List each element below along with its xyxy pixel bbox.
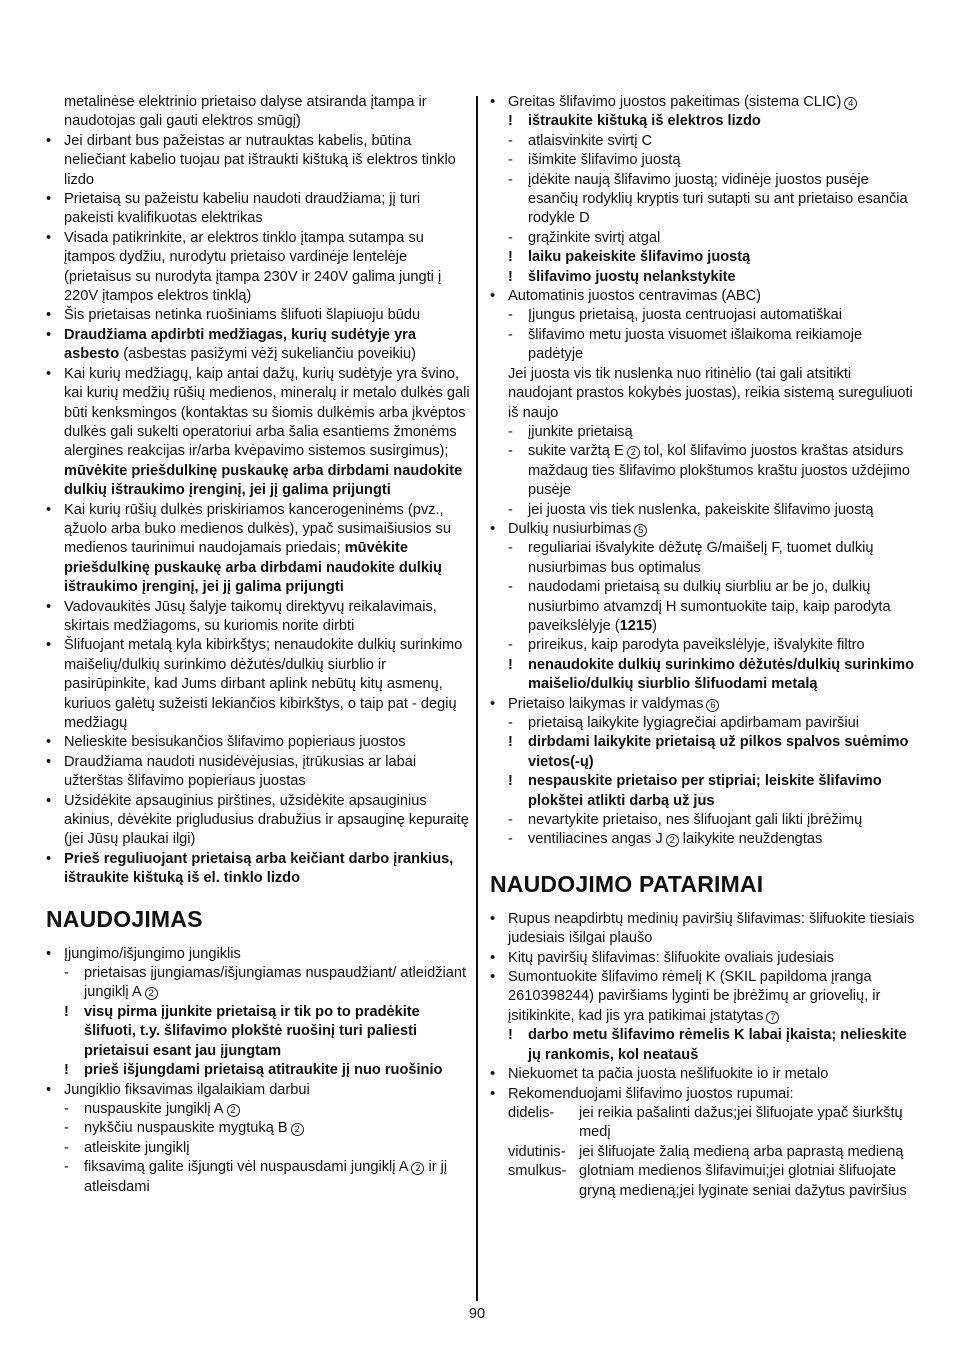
item-text bbox=[528, 112, 915, 131]
dash-marker: - bbox=[508, 637, 513, 654]
list-item bbox=[490, 1065, 915, 1084]
item-text bbox=[508, 365, 915, 423]
bullet-icon: • bbox=[46, 734, 52, 751]
grit-row bbox=[490, 1162, 915, 1201]
item-text bbox=[528, 733, 915, 772]
figure-reference-icon: 7 bbox=[766, 1011, 779, 1024]
list-item bbox=[46, 501, 471, 598]
text-run: laikykite neuždengtas bbox=[678, 831, 823, 848]
dash-marker: - bbox=[508, 831, 513, 848]
sub-list-item bbox=[490, 306, 915, 325]
bullet-icon: • bbox=[46, 307, 52, 324]
sub-list-item bbox=[490, 442, 915, 500]
item-text bbox=[528, 501, 915, 520]
item-text bbox=[528, 229, 915, 248]
dash-marker: - bbox=[508, 423, 513, 440]
text-run: Kai kurių rūšių dulkės priskiriamos kancerogeninėms (pvz., ąžuolo arba buko medienos dulkės), ypač susimaišiusios su medienos taurinimui naudojamais priedais; bbox=[64, 501, 451, 557]
text-run: Vadovaukitės Jūsų šalyje taikomų direktyvų reikalavimais, skirtais medžiagoms, su kuriomis norite dirbti bbox=[64, 598, 437, 634]
dash-marker: - bbox=[508, 132, 513, 149]
text-run: įjunkite prietaisą bbox=[528, 423, 633, 440]
dash-marker: - bbox=[64, 1159, 69, 1176]
bullet-icon: • bbox=[490, 969, 496, 986]
list-item bbox=[46, 792, 471, 850]
text-run: Kai kurių medžiagų, kaip antai dažų, kurių sudėtyje yra švino, kai kurių medžių rūšių medienos, mineralų ir metalo dulkės gali būti kenksmingos (kontaktas su šiomis dulkėmis arba įkvėptos dulkės gali sukelti operatoriui arba šalia esantiems žmonėms alergines reakcijas ir/arba kvėpavimo sistemos susirgimus); bbox=[64, 365, 470, 460]
text-run: Įjungimo/išjungimo jungiklis bbox=[64, 945, 241, 962]
paragraph bbox=[46, 93, 471, 132]
warning-item bbox=[490, 772, 915, 811]
text-run: prieš išjungdami prietaisą atitraukite jį nuo ruošinio bbox=[84, 1062, 443, 1079]
grit-row bbox=[490, 1143, 915, 1162]
list-item bbox=[46, 753, 471, 792]
text-run: tol, kol šlifavimo juostos kraštas atsidurs maždaug ties šlifavimo plokštumos kraštu juostos uždėjimo pusėje bbox=[528, 443, 911, 499]
item-text bbox=[84, 1003, 471, 1061]
sub-list-item bbox=[490, 714, 915, 733]
text-run: sukite varžtą E bbox=[528, 443, 624, 460]
sub-list-item bbox=[490, 171, 915, 229]
item-text bbox=[528, 423, 915, 442]
item-text bbox=[528, 326, 915, 365]
text-run: atlaisvinkite svirtį C bbox=[528, 132, 653, 149]
item-text bbox=[528, 306, 915, 325]
sub-list-item bbox=[490, 132, 915, 151]
figure-reference-icon: 2 bbox=[291, 1123, 304, 1136]
figure-reference-icon: 2 bbox=[666, 834, 679, 847]
list-item bbox=[46, 850, 471, 889]
bullet-icon: • bbox=[46, 501, 52, 518]
text-run: Automatinis juostos centravimas (ABC) bbox=[508, 288, 762, 305]
item-text bbox=[528, 656, 915, 695]
dash-marker: - bbox=[508, 579, 513, 596]
text-run: Kitų paviršių šlifavimas: šlifuokite ovaliais judesiais bbox=[508, 949, 835, 966]
dash-marker: - bbox=[508, 307, 513, 324]
item-text bbox=[528, 132, 915, 151]
text-run: Sumontuokite šlifavimo rėmelį K (SKIL papildoma įranga 2610398244) paviršiams lyginti be įbrėžimų ar griovelių, ir įsitikinkite, kad jis yra patikimai įstatytas bbox=[508, 969, 881, 1024]
item-text bbox=[528, 772, 915, 811]
bullet-icon: • bbox=[46, 792, 52, 809]
item-text bbox=[64, 945, 471, 964]
dash-marker: - bbox=[508, 326, 513, 343]
item-text bbox=[528, 1026, 915, 1065]
dash-marker: - bbox=[64, 1100, 69, 1117]
text-run: Niekuomet ta pačia juosta nešlifuokite io ir metalo bbox=[508, 1066, 829, 1083]
section-heading-usage: NAUDOJIMAS bbox=[46, 905, 203, 932]
list-item bbox=[490, 1085, 915, 1104]
text-run: Draudžiama apdirbti medžiagas, kurių sudėtyje yra asbesto bbox=[64, 326, 416, 363]
text-run: Jei juosta vis tik nuslenka nuo ritinėlio (tai gali atsitikti naudojant prastos kokybės juostas), reikia sistemą sureguliuoti iš naujo bbox=[508, 365, 913, 421]
list-item bbox=[46, 1081, 471, 1100]
item-text bbox=[508, 1085, 915, 1104]
item-text bbox=[64, 93, 471, 132]
bullet-icon: • bbox=[490, 910, 496, 927]
item-text bbox=[64, 190, 471, 229]
figure-reference-icon: 5 bbox=[634, 524, 647, 537]
text-run: Įjungus prietaisą, juosta centruojasi automatiškai bbox=[528, 307, 842, 324]
sub-list-item bbox=[46, 1100, 471, 1119]
text-run: Dulkių nusiurbimas bbox=[508, 520, 632, 537]
grit-term: smulkus- bbox=[508, 1163, 567, 1180]
warning-icon: ! bbox=[508, 1027, 513, 1044]
warning-icon: ! bbox=[508, 268, 513, 285]
bullet-icon: • bbox=[46, 850, 52, 867]
item-text bbox=[64, 326, 471, 365]
sub-list-item bbox=[46, 1158, 471, 1197]
sub-list-item bbox=[490, 830, 915, 849]
bullet-icon: • bbox=[490, 1066, 496, 1083]
item-text bbox=[84, 1139, 471, 1158]
grit-term: vidutinis- bbox=[508, 1143, 566, 1160]
text-run: 1215 bbox=[619, 617, 653, 634]
sub-list-item bbox=[490, 578, 915, 636]
dash-marker: - bbox=[508, 715, 513, 731]
text-run: Rupus neapdirbtų medinių paviršių šlifavimas: šlifuokite tiesiais judesiais išilgai plaušo bbox=[508, 910, 915, 947]
item-text bbox=[528, 248, 915, 267]
item-text bbox=[528, 268, 915, 287]
dash-marker: - bbox=[508, 812, 513, 829]
sub-list-item bbox=[46, 964, 471, 1003]
item-text bbox=[64, 733, 471, 752]
list-item bbox=[46, 598, 471, 637]
sub-list-item bbox=[490, 501, 915, 520]
safety-list bbox=[46, 93, 471, 889]
text-run: nykščiu nuspauskite mygtuką B bbox=[84, 1120, 288, 1137]
item-text bbox=[84, 1119, 471, 1138]
list-item bbox=[490, 520, 915, 539]
item-text bbox=[508, 968, 915, 1026]
text-run: prietaisas įjungiamas/išjungiamas nuspaudžiant/ atleidžiant jungiklį A bbox=[84, 965, 467, 1001]
item-text bbox=[528, 442, 915, 500]
text-run: reguliariai išvalykite dėžutę G/maišelį F, tuomet dulkių nusiurbimas bus optimalus bbox=[528, 540, 874, 576]
list-item bbox=[46, 945, 471, 964]
sub-list-item bbox=[46, 1119, 471, 1138]
text-run: mūvėkite priešdulkinę puskaukę arba dirbdami naudokite dulkių ištraukimo įrenginį, jei jį galima prijungti bbox=[64, 540, 442, 596]
text-run: šlifavimo juostų nelankstykite bbox=[528, 268, 736, 285]
sub-list-item bbox=[490, 326, 915, 365]
item-text bbox=[508, 520, 915, 539]
figure-reference-icon: 2 bbox=[627, 446, 640, 459]
item-text bbox=[84, 1061, 471, 1080]
tips-list bbox=[490, 910, 915, 1104]
item-text bbox=[528, 151, 915, 170]
text-run: (asbestas pasižymi vėžį sukeliančiu poveikiu) bbox=[119, 346, 417, 363]
bullet-icon: • bbox=[490, 288, 496, 305]
figure-reference-icon: 6 bbox=[706, 699, 719, 712]
sub-list-item bbox=[490, 636, 915, 655]
figure-reference-icon: 4 bbox=[844, 97, 857, 110]
text-run: fiksavimą galite išjungti vėl nuspausdami jungiklį A bbox=[84, 1159, 409, 1176]
item-text bbox=[528, 811, 915, 830]
bullet-icon: • bbox=[46, 1081, 52, 1098]
sub-list-item bbox=[490, 539, 915, 578]
text-run: Greitas šlifavimo juostos pakeitimas (sistema CLIC) bbox=[508, 94, 842, 110]
bullet-icon: • bbox=[46, 132, 52, 149]
dash-marker: - bbox=[508, 443, 513, 460]
text-run: Nelieskite besisukančios šlifavimo popieriaus juostos bbox=[64, 734, 406, 751]
bullet-icon: • bbox=[46, 365, 52, 382]
text-run: Jei dirbant bus pažeistas ar nutrauktas kabelis, būtina neliečiant kabelio tuojau pat ištraukti kištuką iš elektros tinklo lizdo bbox=[64, 132, 456, 188]
text-run: nuspauskite jungiklį A bbox=[84, 1100, 224, 1117]
dash-marker: - bbox=[508, 171, 513, 188]
list-item bbox=[46, 132, 471, 190]
warning-icon: ! bbox=[508, 734, 513, 751]
list-item bbox=[46, 636, 471, 733]
usage-list bbox=[46, 945, 471, 1197]
list-item bbox=[490, 93, 915, 112]
dash-marker: - bbox=[64, 1139, 69, 1156]
text-run: atleiskite jungiklį bbox=[84, 1139, 190, 1156]
sub-list-item bbox=[490, 811, 915, 830]
text-run: įdėkite naują šlifavimo juostą; vidinėje juostos pusėje esančių rodyklių kryptis turi sutapti su ant prietaiso esančia rodykle D bbox=[528, 171, 908, 227]
list-item bbox=[490, 910, 915, 949]
text-run: ir jį atleisdami bbox=[84, 1159, 448, 1195]
warning-item bbox=[490, 112, 915, 131]
bullet-icon: • bbox=[490, 949, 496, 966]
item-text bbox=[528, 830, 915, 849]
right-column bbox=[490, 93, 915, 1201]
grit-description: glotniam medienos šlifavimui;jei glotniai šlifuojate gryną medieną;jei lyginate seniai dažytus paviršius bbox=[579, 1163, 907, 1199]
text-run: darbo metu šlifavimo rėmelis K labai įkaista; nelieskite jų rankomis, kol neatauš bbox=[528, 1027, 907, 1063]
item-text bbox=[84, 1158, 471, 1197]
item-text bbox=[528, 714, 915, 733]
grit-description: jei šlifuojate žalią medieną arba paprastą medieną bbox=[579, 1143, 904, 1160]
warning-icon: ! bbox=[508, 773, 513, 790]
grit-table bbox=[490, 1104, 915, 1201]
paragraph bbox=[490, 365, 915, 423]
item-text bbox=[508, 287, 915, 306]
text-run: prietaisą laikykite lygiagrečiai apdirbamam paviršiui bbox=[528, 715, 859, 731]
text-run: Šlifuojant metalą kyla kibirkštys; nenaudokite dulkių surinkimo maišelių/dulkių surinkimo dėžutės/dulkių siurblio ir pasirūpinkite, kad Jums dirbant aplink nebūtų kitų asmenų, kuriuos galėtų sužeisti lekiančios kibirkštys, o taip pat - degių medžiagų bbox=[64, 637, 463, 731]
item-text bbox=[64, 1081, 471, 1100]
grit-term: didelis- bbox=[508, 1104, 555, 1121]
dash-marker: - bbox=[64, 1120, 69, 1137]
item-text bbox=[508, 93, 915, 112]
list-item bbox=[490, 949, 915, 968]
text-run: ventiliacines angas J bbox=[528, 831, 663, 848]
item-text bbox=[64, 598, 471, 637]
bullet-icon: • bbox=[46, 229, 52, 246]
figure-reference-icon: 2 bbox=[145, 987, 158, 1000]
item-text bbox=[84, 1100, 471, 1119]
bullet-icon: • bbox=[46, 326, 52, 343]
item-text bbox=[84, 964, 471, 1003]
item-text bbox=[528, 539, 915, 578]
column-divider bbox=[476, 96, 478, 1301]
text-run: prireikus, kaip parodyta paveikslėlyje, išvalykite filtro bbox=[528, 637, 865, 654]
warning-item bbox=[490, 1026, 915, 1065]
warning-item bbox=[46, 1061, 471, 1080]
bullet-icon: • bbox=[46, 637, 52, 654]
dash-marker: - bbox=[508, 152, 513, 169]
list-item bbox=[490, 695, 915, 714]
grit-row bbox=[490, 1104, 915, 1143]
sub-list-item bbox=[490, 229, 915, 248]
text-run: Draudžiama naudoti nusidėvėjusias, įtrūkusias ar labai užterštas šlifavimo popieriaus juostas bbox=[64, 753, 417, 790]
bullet-icon: • bbox=[46, 598, 52, 615]
item-text bbox=[64, 501, 471, 598]
bullet-icon: • bbox=[46, 191, 52, 208]
item-text bbox=[64, 229, 471, 307]
figure-reference-icon: 2 bbox=[411, 1162, 424, 1175]
list-item bbox=[46, 306, 471, 325]
text-run: ) bbox=[652, 617, 657, 634]
text-run: mūvėkite priešdulkinę puskaukę arba dirbdami naudokite dulkių ištraukimo įrenginį, jei jį galima prijungti bbox=[64, 462, 463, 499]
dash-marker: - bbox=[508, 229, 513, 246]
text-run: metalinėse elektrinio prietaiso dalyse atsiranda įtampa ir naudotojas gali gauti elektros smūgį) bbox=[64, 94, 427, 130]
text-run: grąžinkite svirtį atgal bbox=[528, 229, 661, 246]
item-text bbox=[508, 1065, 915, 1084]
usage-list-continued bbox=[490, 93, 915, 850]
left-column bbox=[46, 93, 471, 1197]
list-item bbox=[46, 229, 471, 307]
text-run: ištraukite kištuką iš elektros lizdo bbox=[528, 113, 761, 130]
bullet-icon: • bbox=[490, 520, 496, 537]
text-run: nenaudokite dulkių surinkimo dėžutės/dulkių surinkimo maišelio/dulkių siurblio šlifuodami metalą bbox=[528, 656, 914, 693]
sub-list-item bbox=[490, 423, 915, 442]
text-run: Užsidėkite apsauginius pirštines, užsidėkite apsauginius akinius, dėvėkite prigludusius drabužius ir apsauginę kepuraitę (jei Jūsų plaukai ilgi) bbox=[64, 792, 469, 848]
page-number: 90 bbox=[468, 1306, 486, 1322]
dash-marker: - bbox=[508, 540, 513, 557]
dash-marker: - bbox=[64, 965, 69, 982]
item-text bbox=[64, 132, 471, 190]
section-heading-tips: NAUDOJIMO PATARIMAI bbox=[490, 870, 764, 897]
text-run: laiku pakeiskite šlifavimo juostą bbox=[528, 249, 751, 266]
item-text bbox=[64, 753, 471, 792]
text-run: Prietaiso laikymas ir valdymas bbox=[508, 695, 704, 712]
warning-item bbox=[490, 268, 915, 287]
text-run: dirbdami laikykite prietaisą už pilkos spalvos suėmimo vietos(-ų) bbox=[528, 734, 909, 770]
list-item bbox=[490, 287, 915, 306]
warning-icon: ! bbox=[508, 656, 513, 673]
item-text bbox=[508, 949, 915, 968]
text-run: nevartykite prietaiso, nes šlifuojant gali likti įbrėžimų bbox=[528, 812, 863, 829]
warning-icon: ! bbox=[508, 113, 513, 130]
text-run: Rekomenduojami šlifavimo juostos rupumai: bbox=[508, 1085, 794, 1102]
warning-icon: ! bbox=[508, 249, 513, 266]
list-item bbox=[46, 190, 471, 229]
warning-item bbox=[46, 1003, 471, 1061]
bullet-icon: • bbox=[46, 753, 52, 770]
warning-item bbox=[490, 248, 915, 267]
item-text bbox=[64, 792, 471, 850]
list-item bbox=[490, 968, 915, 1026]
item-text bbox=[528, 578, 915, 636]
bullet-icon: • bbox=[490, 1085, 496, 1102]
bullet-icon: • bbox=[490, 695, 496, 712]
text-run: Prieš reguliuojant prietaisą arba keičiant darbo įrankius, ištraukite kištuką iš el. tinklo lizdo bbox=[64, 850, 454, 887]
item-text bbox=[508, 910, 915, 949]
item-text bbox=[528, 171, 915, 229]
text-run: jei juosta vis tiek nuslenka, pakeiskite šlifavimo juostą bbox=[528, 501, 874, 518]
text-run: nespauskite prietaiso per stipriai; leiskite šlifavimo plokštei atlikti darbą už jus bbox=[528, 773, 882, 809]
sub-list-item bbox=[490, 151, 915, 170]
text-run: Šis prietaisas netinka ruošiniams šlifuoti šlapiuoju būdu bbox=[64, 307, 421, 324]
text-run: visų pirma įjunkite prietaisą ir tik po to pradėkite šlifuoti, t.y. šlifavimo plokštė ruošinį turi paliesti prietaisui esant jau įjungtam bbox=[84, 1003, 420, 1059]
text-run: šlifavimo metu juosta visuomet išlaikoma reikiamoje padėtyje bbox=[528, 326, 863, 363]
dash-marker: - bbox=[508, 501, 513, 518]
grit-description: jei reikia pašalinti dažus;jei šlifuojate ypač šiurkštų medį bbox=[579, 1104, 903, 1141]
text-run: Visada patikrinkite, ar elektros tinklo įtampa sutampa su įtampos dydžiu, nurodytu prietaiso vardinėje lentelėje (prietaisus su nurodyta įtampa 230V ir 240V galima jungti į 220V įtampos elektros tinklą) bbox=[64, 229, 442, 305]
text-run: naudodami prietaisą su dulkių siurbliu ar be jo, dulkių nusiurbimo atvamzdį H sumontuokite taip, kaip parodyta paveikslėlyje ( bbox=[528, 579, 891, 634]
list-item bbox=[46, 326, 471, 365]
item-text bbox=[528, 636, 915, 655]
warning-icon: ! bbox=[64, 1003, 69, 1020]
item-text bbox=[64, 306, 471, 325]
figure-reference-icon: 2 bbox=[227, 1104, 240, 1117]
warning-icon: ! bbox=[64, 1062, 69, 1079]
item-text bbox=[64, 636, 471, 733]
sub-list-item bbox=[46, 1139, 471, 1158]
item-text bbox=[64, 365, 471, 501]
item-text bbox=[508, 695, 915, 714]
bullet-icon: • bbox=[46, 945, 52, 962]
warning-item bbox=[490, 656, 915, 695]
text-run: Jungiklio fiksavimas ilgalaikiam darbui bbox=[64, 1081, 310, 1098]
text-run: Prietaisą su pažeistu kabeliu naudoti draudžiama; jį turi pakeisti kvalifikuotas elektrikas bbox=[64, 191, 421, 227]
warning-item bbox=[490, 733, 915, 772]
text-run: išimkite šlifavimo juostą bbox=[528, 152, 681, 169]
item-text bbox=[64, 850, 471, 889]
list-item bbox=[46, 733, 471, 752]
bullet-icon: • bbox=[490, 94, 496, 110]
list-item bbox=[46, 365, 471, 501]
